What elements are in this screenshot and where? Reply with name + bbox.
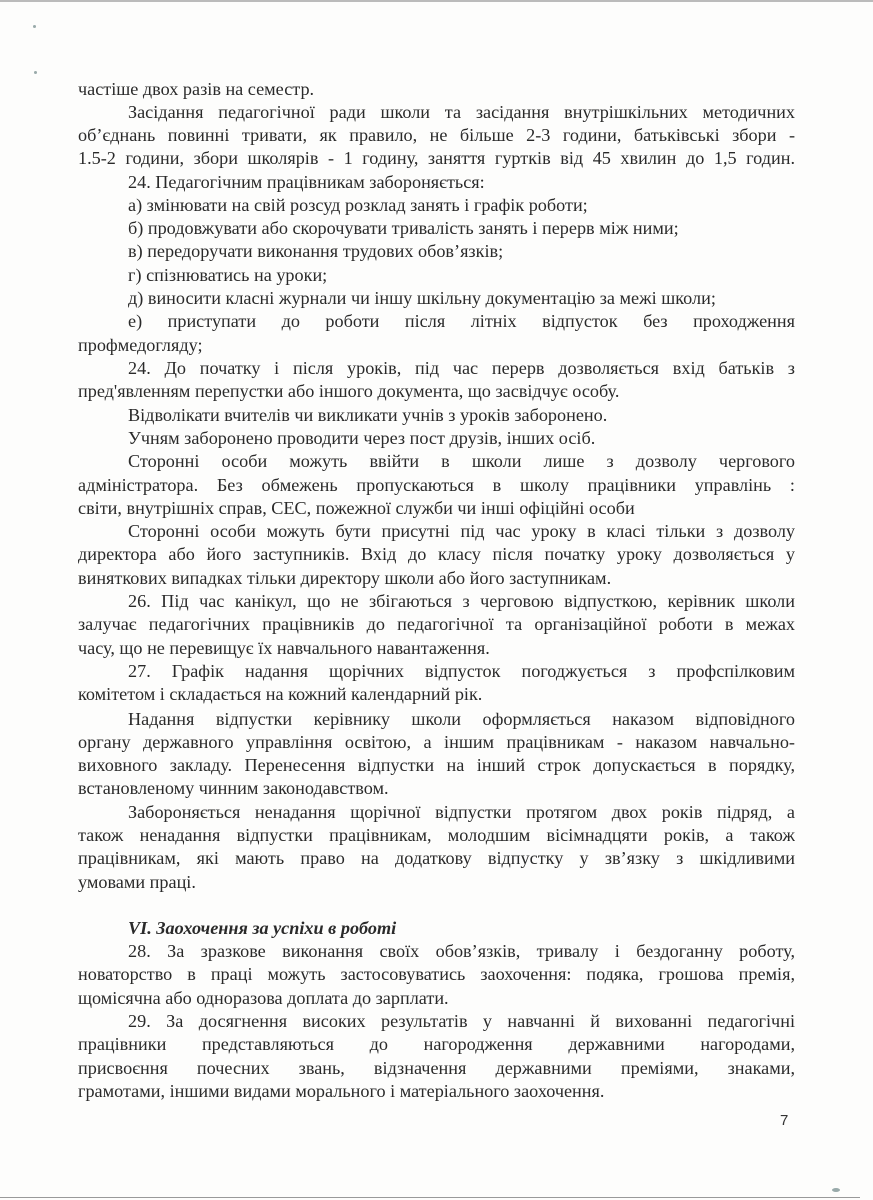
text-line: комітетом і складається на кожний календарний рік.: [78, 684, 483, 704]
text-line: працівники представляються до нагородження державними нагородами,: [78, 1034, 795, 1054]
scan-edge-bottom: [0, 1197, 860, 1198]
text-line: 1.5-2 години, збори школярів - 1 годину, заняття гуртків від 45 хвилин до 1,5 годин.: [78, 148, 795, 168]
scan-speck: [832, 1188, 840, 1192]
text-line: новаторство в праці можуть застосовуватись заохочення: подяка, грошова премія,: [78, 964, 795, 984]
text-line: працівникам, які мають право на додаткову відпустку у зв’язку з шкідливими: [78, 848, 795, 868]
section-heading: VI. Заохочення за успіхи в роботі: [128, 918, 397, 938]
list-item: б) продовжувати або скорочувати тривалість занять і перерв між ними;: [128, 218, 679, 238]
text-line: залучає педагогічних працівників до педагогічної та організаційної роботи в межах: [78, 614, 795, 634]
text-line: присвоєння почесних звань, відзначення державними преміями, знаками,: [78, 1058, 795, 1078]
text-line: об’єднань повинні тривати, як правило, не більше 2-3 години, батьківські збори -: [78, 125, 795, 145]
text-line: встановленому чинним законодавством.: [78, 778, 389, 798]
text-line: часу, що не перевищує їх навчального навантаження.: [78, 638, 490, 658]
text-line: адміністратора. Без обмежень пропускаються в школу працівники управлінь :: [78, 475, 795, 495]
list-item: в) передоручати виконання трудових обов’язків;: [128, 241, 504, 261]
text-line: Забороняється ненадання щорічної відпустки протягом двох років підряд, а: [128, 802, 795, 822]
text-line: Надання відпустки керівнику школи оформляється наказом відповідного: [128, 709, 795, 729]
list-item: д) виносити класні журнали чи іншу шкільну документацію за межі школи;: [128, 288, 716, 308]
text-line: профмедогляду;: [78, 335, 203, 355]
text-line: Сторонні особи можуть ввійти в школи лише з дозволу чергового: [128, 451, 795, 471]
text-line: 27. Графік надання щорічних відпусток погоджується з профспілковим: [128, 661, 795, 681]
text-line: умовами праці.: [78, 872, 196, 892]
text-line: Відволікати вчителів чи викликати учнів з уроків заборонено.: [128, 405, 608, 425]
list-item: е) приступати до роботи після літніх відпусток без проходження: [128, 311, 795, 331]
list-item: а) змінювати на свій розсуд розклад занять і графік роботи;: [128, 195, 588, 215]
list-item: г) спізнюватись на уроки;: [128, 265, 328, 285]
list-heading: 24. Педагогічним працівникам забороняється:: [128, 172, 485, 192]
scan-edge-top: [0, 0, 873, 2]
text-line: пред'явленням перепустки або іншого документа, що засвідчує особу.: [78, 381, 620, 401]
scan-speck: [34, 71, 37, 74]
text-line: Засідання педагогічної ради школи та засідання внутрішкільних методичних: [128, 102, 795, 122]
text-line: виховного закладу. Перенесення відпустки на інший строк допускається в порядку,: [78, 755, 795, 775]
text-line: також ненадання відпустки працівникам, молодшим вісімнадцяти років, а також: [78, 825, 795, 845]
text-line: 29. За досягнення високих результатів у навчанні й вихованні педагогічні: [128, 1011, 795, 1031]
text-line: 28. За зразкове виконання своїх обов’язків, тривалу і бездоганну роботу,: [128, 941, 795, 961]
page-number: 7: [780, 1112, 789, 1129]
text-line: Учням заборонено проводити через пост друзів, інших осіб.: [128, 428, 596, 448]
text-line: виняткових випадках тільки директору школи або його заступникам.: [78, 568, 612, 588]
text-line: 26. Під час канікул, що не збігаються з черговою відпусткою, керівник школи: [128, 591, 795, 611]
text-line: грамотами, іншими видами морального і матеріального заохочення.: [78, 1081, 605, 1101]
text-line: 24. До початку і після уроків, під час перерв дозволяється вхід батьків з: [128, 358, 795, 378]
text-line: щомісячна або одноразова доплата до зарплати.: [78, 988, 449, 1008]
text-line: Сторонні особи можуть бути присутні під час уроку в класі тільки з дозволу: [128, 521, 795, 541]
text-line: органу державного управління освітою, а іншим працівникам - наказом навчально-: [78, 732, 795, 752]
text-line: частіше двох разів на семестр.: [78, 79, 315, 99]
scan-speck: [33, 25, 36, 28]
text-line: світи, внутрішніх справ, СЕС, пожежної служби чи інші офіційні особи: [78, 498, 635, 518]
text-line: директора або його заступників. Вхід до класу після початку уроку дозволяється у: [78, 544, 795, 564]
